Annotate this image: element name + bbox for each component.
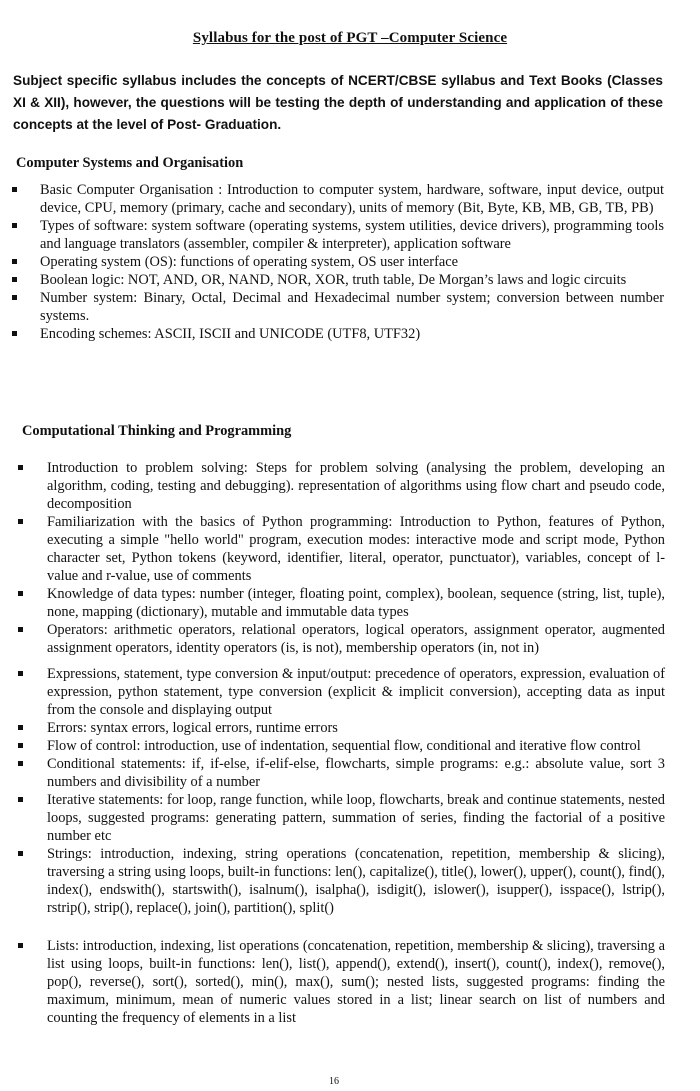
list-item-text: Number system: Binary, Octal, Decimal and Hexadecimal number system; conversion between number systems. — [40, 290, 664, 324]
bullet-icon — [12, 259, 17, 264]
list-item — [40, 217, 664, 253]
bullet-icon — [12, 295, 17, 300]
list-item — [47, 737, 665, 755]
bullet-icon — [18, 761, 23, 766]
list-item — [40, 181, 664, 217]
page-title: Syllabus for the post of PGT –Computer Science — [192, 30, 508, 46]
list-item — [47, 585, 665, 621]
list-item — [47, 719, 665, 737]
list-item — [47, 845, 665, 917]
section-heading-computational-thinking: Computational Thinking and Programming — [22, 423, 292, 439]
bullet-icon — [18, 797, 23, 802]
bullet-icon — [18, 943, 23, 948]
list-item — [47, 791, 665, 845]
list-item-text: Operators: arithmetic operators, relational operators, logical operators, assignment operator, augmented assignment operators, identity operators (is, is not), membership operators (in, not in) — [47, 622, 665, 656]
list-item — [47, 755, 665, 791]
computational-thinking-list — [47, 459, 665, 1027]
bullet-icon — [18, 591, 23, 596]
list-item-text: Introduction to problem solving: Steps for problem solving (analysing the problem, developing an algorithm, coding, testing and debugging). representation of algorithms using flow chart and pseudo code, decomposition — [47, 460, 665, 512]
list-item-text: Boolean logic: NOT, AND, OR, NAND, NOR, XOR, truth table, De Morgan’s laws and logic circuits — [40, 272, 627, 288]
bullet-icon — [18, 671, 23, 676]
list-item-text: Encoding schemes: ASCII, ISCII and UNICODE (UTF8, UTF32) — [40, 326, 421, 342]
section-heading-computer-systems: Computer Systems and Organisation — [16, 155, 244, 171]
list-item — [40, 289, 664, 325]
list-item-text: Knowledge of data types: number (integer, floating point, complex), boolean, sequence (string, list, tuple), none, mapping (dictionary), mutable and immutable data types — [47, 586, 665, 620]
list-item — [47, 937, 665, 1027]
bullet-icon — [12, 277, 17, 282]
list-item-text: Types of software: system software (operating systems, system utilities, device drivers), programming tools and language translators (assembler, compiler & interpreter), application software — [40, 218, 664, 252]
list-item-text: Lists: introduction, indexing, list operations (concatenation, repetition, membership & slicing), traversing a list using loops, built-in functions: len(), list(), append(), extend(), insert(), count(), index(), remove(), pop(), reverse(), sort(), sorted(), min(), max(), sum(); nested lists, suggested programs: finding the maximum, minimum, mean of numeric values stored in a list; linear search on list of numbers and counting the frequency of elements in a list — [47, 938, 665, 1026]
bullet-icon — [18, 851, 23, 856]
list-item-text: Conditional statements: if, if-else, if-elif-else, flowcharts, simple programs: e.g.: absolute value, sort 3 numbers and divisibility of a number — [47, 756, 665, 790]
bullet-icon — [18, 725, 23, 730]
bullet-icon — [12, 331, 17, 336]
list-item — [40, 271, 664, 289]
list-item — [40, 253, 664, 271]
list-item-text: Iterative statements: for loop, range function, while loop, flowcharts, break and continue statements, nested loops, suggested programs: generating pattern, summation of series, finding the factorial of a positive number etc — [47, 792, 665, 844]
list-item-text: Operating system (OS): functions of operating system, OS user interface — [40, 254, 459, 270]
list-item-text: Errors: syntax errors, logical errors, runtime errors — [47, 720, 338, 736]
list-item-text: Basic Computer Organisation : Introduction to computer system, hardware, software, input device, output device, CPU, memory (primary, cache and secondary), units of memory (Bit, Byte, KB, MB, GB, TB, PB) — [40, 182, 664, 216]
computer-systems-list — [40, 181, 664, 343]
bullet-icon — [18, 627, 23, 632]
bullet-icon — [18, 465, 23, 470]
list-item-text: Expressions, statement, type conversion & input/output: precedence of operators, expression, evaluation of expression, python statement, type conversion (explicit & implicit conversion), accepting data as input from the console and displaying output — [47, 666, 665, 718]
intro-paragraph: Subject specific syllabus includes the concepts of NCERT/CBSE syllabus and Text Books (Classes XI & XII), however, the questions will be testing the depth of understanding and application of these concepts at the level of Post- Graduation. — [13, 73, 663, 132]
list-item-text: Familiarization with the basics of Python programming: Introduction to Python, features of Python, executing a simple "hello world" program, execution modes: interactive mode and script mode, Python character set, Python tokens (keyword, identifier, literal, operator, punctuator), variables, concept of l-value and r-value, use of comments — [47, 514, 665, 584]
list-item — [40, 325, 664, 343]
list-item-text: Strings: introduction, indexing, string operations (concatenation, repetition, membership & slicing), traversing a string using loops, built-in functions: len(), capitalize(), title(), lower(), upper(), count(), find(), index(), endswith(), startswith(), isalnum(), isalpha(), isdigit(), islower(), isupper(), isspace(), lstrip(), rstrip(), strip(), replace(), join(), partition(), split() — [47, 846, 665, 916]
list-item-text: Flow of control: introduction, use of indentation, sequential flow, conditional and iterative flow control — [47, 738, 641, 754]
list-item — [47, 665, 665, 719]
list-item — [47, 621, 665, 657]
list-item — [47, 459, 665, 513]
page-number: 16 — [329, 1076, 339, 1087]
list-item — [47, 513, 665, 585]
bullet-icon — [18, 743, 23, 748]
bullet-icon — [12, 223, 17, 228]
bullet-icon — [18, 519, 23, 524]
bullet-icon — [12, 187, 17, 192]
